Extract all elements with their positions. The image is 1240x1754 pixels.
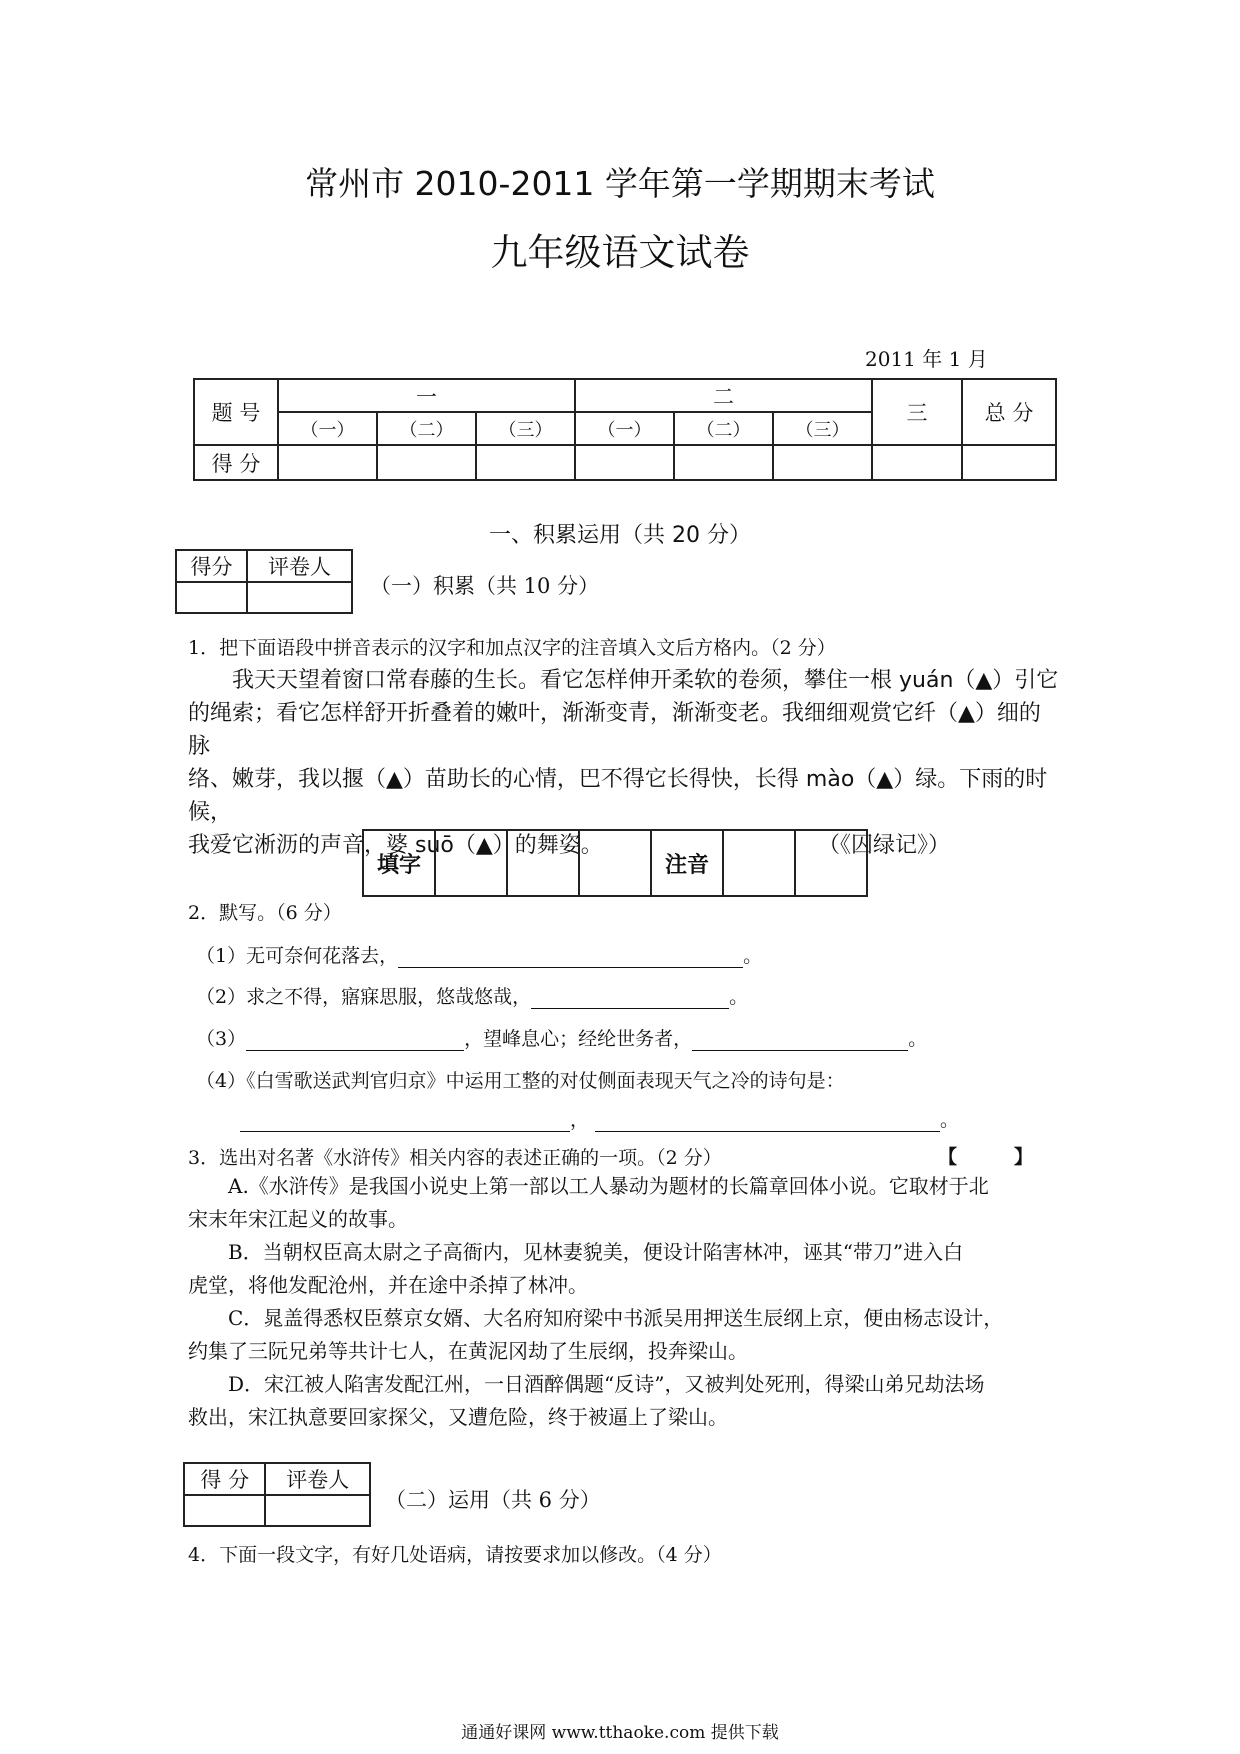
grader-name-cell[interactable] [265,1495,370,1526]
header-total: 总 分 [962,379,1056,445]
score-cell[interactable] [575,445,674,480]
item-text: （1）无可奈何花落去， [196,945,399,967]
answer-cell[interactable] [723,830,795,896]
grader-name-label: 评卷人 [265,1463,370,1495]
subsection-title: （二）运用（共 6 分） [385,1488,601,1512]
option-a-cont: 宋末年宋江起义的故事。 [188,1207,408,1231]
item-text: （3） [196,1028,247,1050]
header-part3: 三 [872,379,962,445]
score-cell[interactable] [377,445,476,480]
header-2-1: （一） [575,412,674,445]
punct: 。 [729,986,749,1008]
answer-cell[interactable] [435,830,507,896]
punct: 。 [940,1109,960,1131]
answer-bracket[interactable]: 【 】 [938,1146,1034,1168]
score-cell[interactable] [872,445,962,480]
option-b-cont: 虎堂，将他发配沧州，并在途中杀掉了林冲。 [188,1273,588,1297]
header-1-3: （三） [476,412,575,445]
punct: ， [570,1109,590,1131]
question-2-item-1 [196,941,762,968]
exam-title: 常州市 2010-2011 学年第一学期期末考试 [305,164,935,203]
option-d-cont: 救出，宋江执意要回家探父，又遭危险，终于被逼上了梁山。 [188,1405,728,1429]
passage-source: （《囚绿记》） [817,833,950,858]
question-1-stem: 1．把下面语段中拼音表示的汉字和加点汉字的注音填入文后方格内。（2 分） [188,637,836,659]
exam-date: 2011 年 1 月 [865,347,988,371]
option-a: A.《水浒传》是我国小说史上第一部以工人暴动为题材的长篇章回体小说。它取材于北 [228,1174,989,1198]
fill-label: 填字 [363,830,435,896]
row-label-number: 题 号 [194,379,278,445]
grader-score-cell[interactable] [176,582,247,613]
score-cell[interactable] [674,445,773,480]
question-3-options [188,1170,1060,1434]
answer-blank[interactable] [692,1030,908,1051]
passage-line: 我天天望着窗口常春藤的生长。看它怎样伸开柔软的卷须，攀住一根 yuán（▲）引它 [232,668,1059,693]
question-2-item-4: （4）《白雪歌送武判官归京》中运用工整的对仗侧面表现天气之冷的诗句是： [196,1070,845,1092]
header-part1: 一 [278,379,575,412]
grader-name-label: 评卷人 [247,550,352,582]
question-3-stem: 3．选出对名著《水浒传》相关内容的表述正确的一项。（2 分） [188,1147,722,1169]
item-text: （2）求之不得，寤寐思服，悠哉悠哉， [196,986,532,1008]
answer-cell[interactable] [507,830,579,896]
punct: 。 [743,945,763,967]
header-1-1: （一） [278,412,377,445]
score-cell[interactable] [476,445,575,480]
score-cell[interactable] [278,445,377,480]
section-title: 一、积累运用（共 20 分） [489,523,751,548]
footer: 通通好课网 www.tthaoke.com 提供下载 [461,1723,779,1743]
score-cell[interactable] [773,445,872,480]
punct: 。 [908,1028,928,1050]
row-label-score: 得 分 [194,445,278,480]
grader-box [175,549,353,614]
passage-line: 我爱它淅沥的声音，婆 suō（▲）的舞姿。 [188,833,603,858]
answer-cell[interactable] [579,830,651,896]
question-2-item-4-answer [240,1105,959,1132]
pinyin-label: 注音 [651,830,723,896]
grader-box [183,1462,371,1527]
question-2-item-3 [196,1024,927,1051]
answer-cell[interactable] [795,830,867,896]
question-2-stem: 2．默写。（6 分） [188,902,342,924]
question-2-item-2 [196,982,748,1009]
option-d: D．宋江被人陷害发配江州，一日酒醉偶题“反诗”，又被判处死刑，得梁山弟兄劫法场 [228,1372,985,1396]
passage-line: 络、嫩芽，我以揠（▲）苗助长的心情，巴不得它长得快，长得 mào（▲）绿。下雨的时候， [188,767,1048,825]
answer-blank[interactable] [398,947,743,968]
answer-blank[interactable] [246,1030,464,1051]
option-b: B．当朝权臣高太尉之子高衙内，见林妻貌美，便设计陷害林冲，诬其“带刀”进入白 [228,1240,964,1264]
question-4-stem: 4．下面一段文字，有好几处语病，请按要求加以修改。（4 分） [188,1544,722,1566]
answer-blank[interactable] [595,1111,940,1132]
grader-score-cell[interactable] [184,1495,265,1526]
grader-name-cell[interactable] [247,582,352,613]
exam-subtitle: 九年级语文试卷 [490,231,750,274]
grader-score-label: 得分 [176,550,247,582]
option-c-cont: 约集了三阮兄弟等共计七人，在黄泥冈劫了生辰纲，投奔梁山。 [188,1339,748,1363]
passage-line: 的绳索；看它怎样舒开折叠着的嫩叶，渐渐变青，渐渐变老。我细细观赏它纤（▲）细的脉 [188,701,1041,759]
header-part2: 二 [575,379,872,412]
score-table [193,378,1057,481]
answer-blank[interactable] [240,1111,570,1132]
score-cell[interactable] [962,445,1056,480]
header-2-3: （三） [773,412,872,445]
subsection-title: （一）积累（共 10 分） [370,574,600,598]
item-text: ，望峰息心；经纶世务者， [464,1028,693,1050]
answer-grid [362,829,868,897]
header-1-2: （二） [377,412,476,445]
header-2-2: （二） [674,412,773,445]
grader-score-label: 得 分 [184,1463,265,1495]
answer-blank[interactable] [531,988,729,1009]
option-c: C．晁盖得悉权臣蔡京女婿、大名府知府梁中书派吴用押送生辰纲上京，便由杨志设计， [228,1306,1004,1330]
